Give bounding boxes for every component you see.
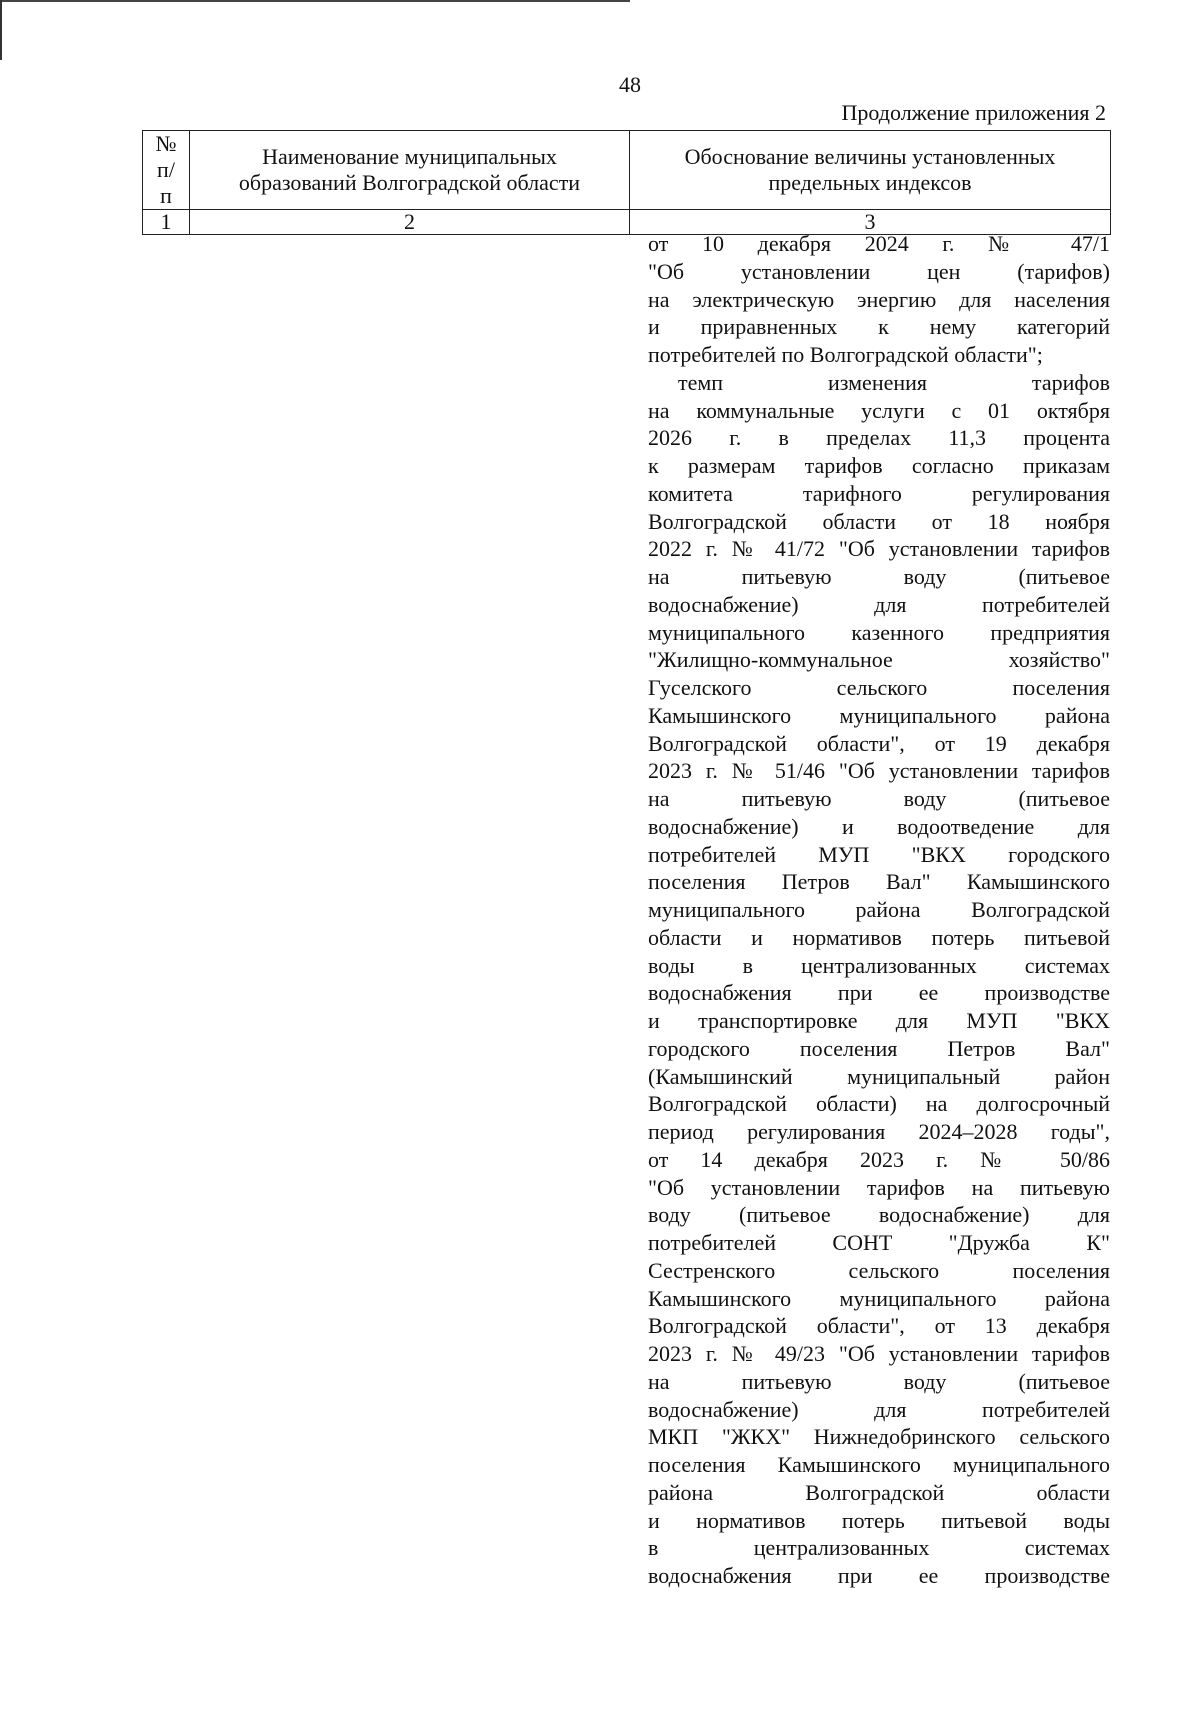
text-line: Камышинского муниципального района bbox=[648, 702, 1110, 728]
justification-text bbox=[648, 230, 1110, 1590]
text-line: района Волгоградской области bbox=[648, 1479, 1110, 1505]
text-line: от 10 декабря 2024 г. № 47/1 bbox=[648, 231, 1110, 256]
scan-left-edge bbox=[0, 0, 2, 60]
text-line: "Об установлении цен (тарифов) bbox=[648, 258, 1110, 284]
text-line: Волгоградской области", от 19 декабря bbox=[648, 730, 1110, 756]
text-line: водоснабжение) для потребителей bbox=[648, 591, 1110, 617]
text-line: водоснабжение) для потребителей bbox=[648, 1396, 1110, 1422]
text-line: темп изменения тарифов bbox=[678, 369, 1110, 395]
text-line: на питьевую воду (питьевое bbox=[648, 1368, 1110, 1394]
text-line: городского поселения Петров Вал" bbox=[648, 1035, 1110, 1061]
text-line: на питьевую воду (питьевое bbox=[648, 564, 1110, 589]
text-line: муниципального казенного предприятия bbox=[648, 619, 1110, 645]
text-line: потребителей СОНТ "Дружба К" bbox=[648, 1230, 1110, 1255]
text-line: водоснабжение) и водоотведение для bbox=[648, 813, 1110, 839]
text-line: Волгоградской области) на долгосрочный bbox=[648, 1091, 1110, 1117]
text-line: водоснабжения при ее производстве bbox=[648, 980, 1110, 1006]
header-justification: Обоснование величины установленных предельных индексов bbox=[630, 131, 1111, 210]
page-number: 48 bbox=[619, 72, 641, 97]
appendix-table bbox=[142, 130, 1111, 235]
text-line: Гуселского сельского поселения bbox=[648, 675, 1110, 700]
text-line: 2023 г. № 51/46 "Об установлении тарифов bbox=[648, 758, 1110, 784]
text-line: и приравненных к нему категорий bbox=[648, 314, 1110, 340]
text-line: Сестренского сельского поселения bbox=[648, 1257, 1110, 1283]
text-line: потребителей МУП "ВКХ городского bbox=[648, 841, 1110, 867]
text-line: поселения Камышинского муниципального bbox=[648, 1452, 1110, 1477]
continuation-label: Продолжение приложения 2 bbox=[841, 100, 1106, 125]
text-line: 2026 г. в пределах 11,3 процента bbox=[648, 425, 1110, 451]
text-line: водоснабжения при ее производстве bbox=[648, 1563, 1110, 1588]
text-line: поселения Петров Вал" Камышинского bbox=[648, 869, 1110, 895]
text-line: в централизованных системах bbox=[648, 1535, 1110, 1561]
text-line: потребителей по Волгоградской области"; bbox=[648, 342, 1043, 367]
text-line: Камышинского муниципального района bbox=[648, 1285, 1110, 1311]
text-line: от 14 декабря 2023 г. № 50/86 bbox=[648, 1146, 1110, 1172]
header-municipality: Наименование муниципальных образований Волгоградской области bbox=[190, 131, 630, 210]
scan-top-edge bbox=[0, 0, 630, 2]
text-line: период регулирования 2024–2028 годы", bbox=[648, 1119, 1110, 1144]
text-line: воды в централизованных системах bbox=[648, 952, 1110, 978]
text-line: к размерам тарифов согласно приказам bbox=[648, 453, 1110, 478]
text-line: на электрическую энергию для населения bbox=[648, 286, 1110, 312]
header-number: № п/п bbox=[143, 131, 190, 210]
text-line: Волгоградской области от 18 ноября bbox=[648, 508, 1110, 534]
text-line: области и нормативов потерь питьевой bbox=[648, 924, 1110, 950]
text-line: на коммунальные услуги с 01 октября bbox=[648, 397, 1110, 423]
text-line: воду (питьевое водоснабжение) для bbox=[648, 1202, 1110, 1228]
text-line: комитета тарифного регулирования bbox=[648, 480, 1110, 506]
text-line: муниципального района Волгоградской bbox=[648, 897, 1110, 922]
text-line: и транспортировке для МУП "ВКХ bbox=[648, 1008, 1110, 1033]
column-number-2: 2 bbox=[190, 210, 630, 235]
table-header-row bbox=[143, 131, 1111, 210]
text-line: 2023 г. № 49/23 "Об установлении тарифов bbox=[648, 1341, 1110, 1366]
text-line: Волгоградской области", от 13 декабря bbox=[648, 1313, 1110, 1339]
column-number-3: 3 bbox=[630, 210, 1111, 235]
column-number-1: 1 bbox=[143, 210, 190, 235]
text-line: (Камышинский муниципальный район bbox=[648, 1063, 1110, 1089]
text-line: и нормативов потерь питьевой воды bbox=[648, 1507, 1110, 1533]
text-line: 2022 г. № 41/72 "Об установлении тарифов bbox=[648, 536, 1110, 562]
text-line: МКП "ЖКХ" Нижнедобринского сельского bbox=[648, 1424, 1110, 1450]
text-line: "Жилищно-коммунальное хозяйство" bbox=[648, 647, 1110, 673]
text-line: на питьевую воду (питьевое bbox=[648, 786, 1110, 811]
text-line: "Об установлении тарифов на питьевую bbox=[648, 1174, 1110, 1200]
